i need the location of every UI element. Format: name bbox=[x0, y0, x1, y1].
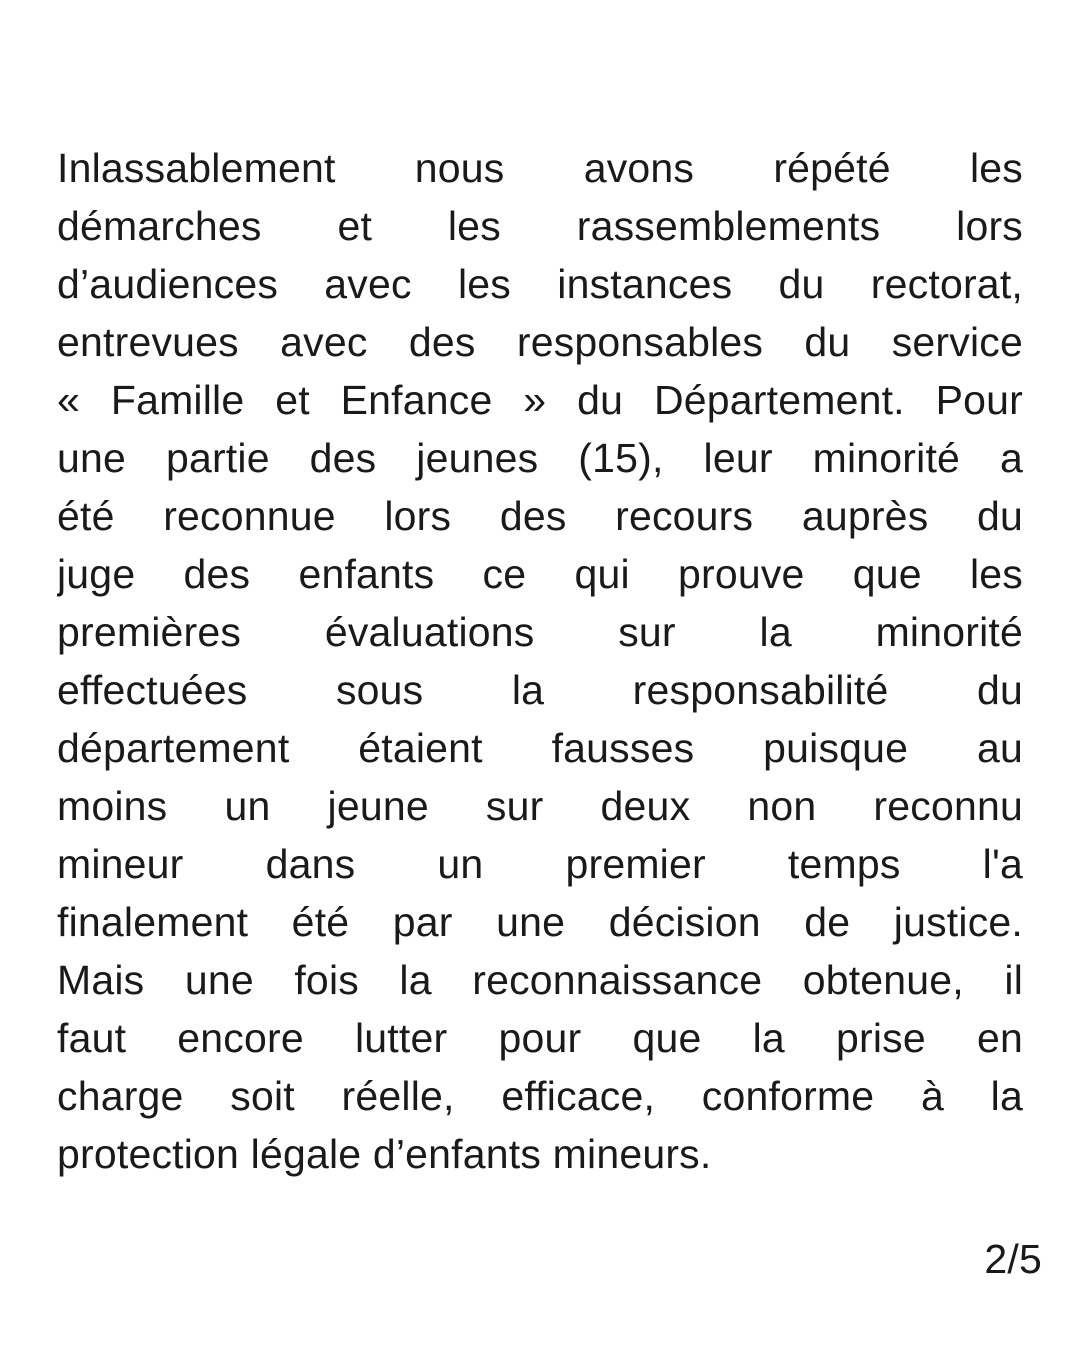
text-line: moins un jeune sur deux non reconnu bbox=[57, 783, 1023, 829]
text-line: département étaient fausses puisque au bbox=[57, 725, 1023, 771]
text-line: Inlassablement nous avons répété les bbox=[57, 145, 1023, 191]
body-text bbox=[57, 139, 1023, 1183]
text-line: été reconnue lors des recours auprès du bbox=[57, 493, 1023, 539]
text-line: charge soit réelle, efficace, conforme à la bbox=[57, 1073, 1023, 1119]
text-line: finalement été par une décision de justice. bbox=[57, 899, 1023, 945]
text-line: faut encore lutter pour que la prise en bbox=[57, 1015, 1023, 1061]
page-number: 2/5 bbox=[984, 1236, 1042, 1282]
text-line: mineur dans un premier temps l'a bbox=[57, 841, 1023, 887]
text-line: juge des enfants ce qui prouve que les bbox=[57, 551, 1023, 597]
text-line: démarches et les rassemblements lors bbox=[57, 203, 1023, 249]
text-line: « Famille et Enfance » du Département. Pour bbox=[57, 377, 1023, 423]
text-line: entrevues avec des responsables du service bbox=[57, 319, 1023, 365]
text-line: d’audiences avec les instances du rectorat, bbox=[57, 261, 1023, 307]
text-line: premières évaluations sur la minorité bbox=[57, 609, 1023, 655]
text-line: une partie des jeunes (15), leur minorité a bbox=[57, 435, 1023, 481]
text-line: protection légale d’enfants mineurs. bbox=[57, 1131, 712, 1177]
text-line: effectuées sous la responsabilité du bbox=[57, 667, 1023, 713]
text-line: Mais une fois la reconnaissance obtenue, il bbox=[57, 957, 1023, 1003]
